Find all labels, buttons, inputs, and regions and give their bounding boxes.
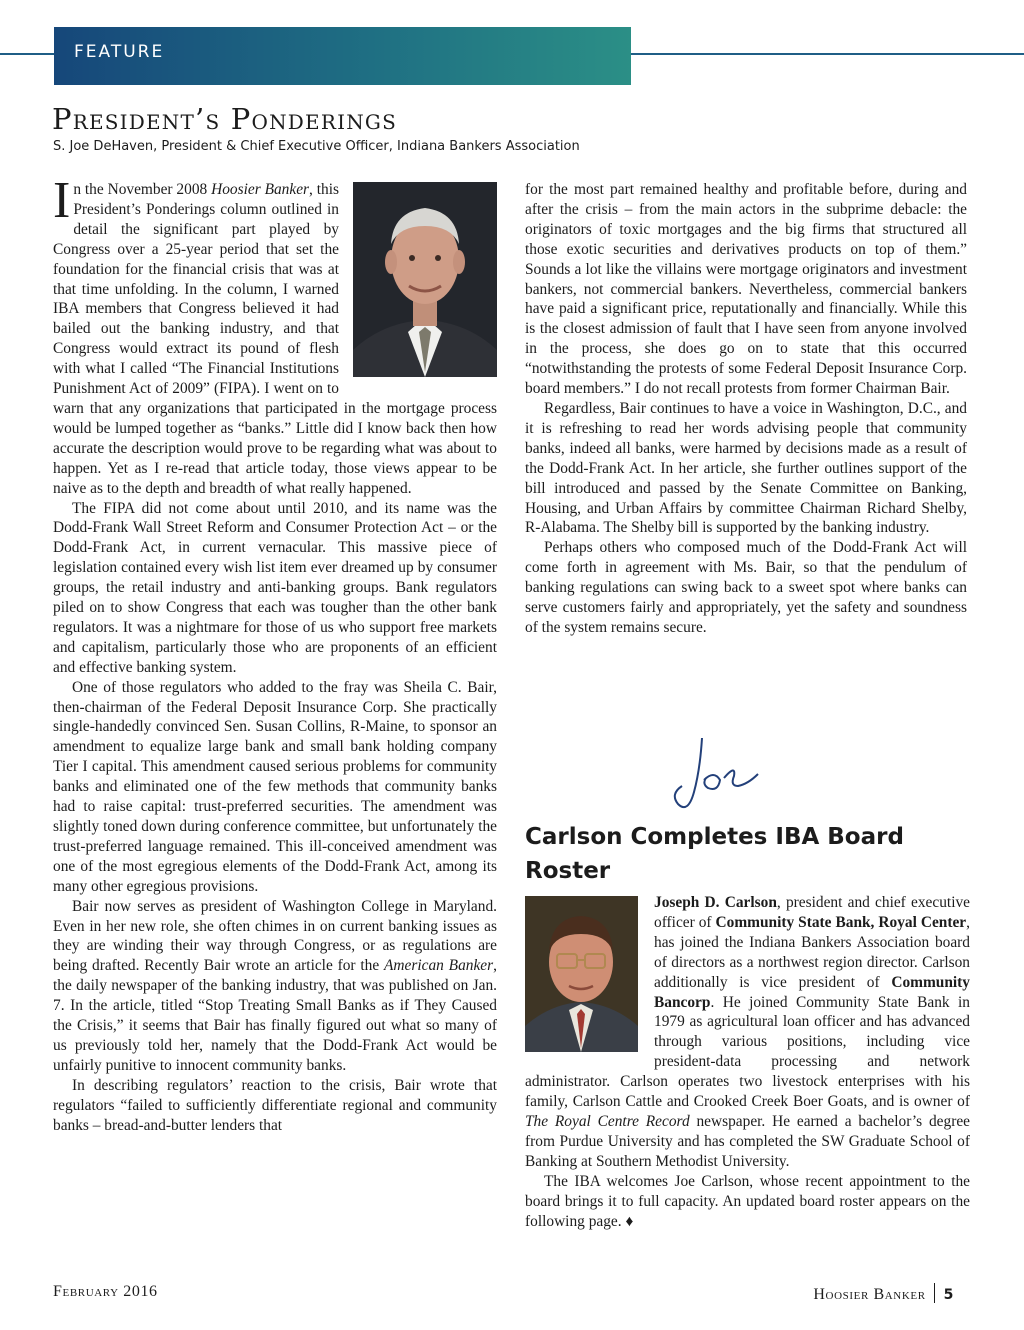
paragraph-3: One of those regulators who added to the fray was Sheila C. Bair, then-chairman of the Federal Deposit Insurance Corp. She practically single-handedly convinced Sen. Susan Collins, R-Maine, to sponsor an amendment to equalize large bank and small bank holding company Tier I capital. This amendment caused serious problems for community banks and eliminated one of the few methods that community banks had to raise capital: trust-preferred securities. The amendment was slightly toned down during conference committee, but unfortunately the trust-preferred language remained. This ill-conceived amendment was one of the most egregious elements of the Dodd-Frank Act, among its many other egregious provisions. — [53, 678, 497, 895]
byline: S. Joe DeHaven, President & Chief Executive Officer, Indiana Bankers Association — [53, 139, 580, 154]
bancorp-name: Community Bancorp — [654, 973, 970, 1011]
signature — [664, 730, 764, 820]
section-label: FEATURE — [74, 42, 165, 62]
president-portrait — [353, 182, 497, 377]
header-rule-right — [631, 53, 1024, 55]
publication-name: American Banker — [384, 957, 494, 975]
paragraph-5: In describing regulators’ reaction to the crisis, Bair wrote that regulators “failed to sufficiently differentiate regional and community banks – bread-and-butter lenders that — [53, 1076, 497, 1134]
sidebar-article — [525, 893, 970, 1231]
newspaper-name: The Royal Centre Record — [525, 1112, 690, 1130]
footer-publication — [813, 1283, 954, 1304]
paragraph-6: for the most part remained healthy and profitable before, during and after the crisis – from the main actors in the subprime debacle: the originators of toxic mortgages and the big firms that structured all those exotic securities and derivatives products on top of them.” Sounds a lot like the villains were mortgage originators and investment bankers, not commercial bankers. Nevertheless, commercial bankers have paid a significant price, reputationally and financially. While this is the closest admission of fault that I have seen from anyone involved in the process, she does go on to state that this occurred “notwithstanding the protests of some Federal Deposit Insurance Corp. board members.” I do not recall protests from former Chairman Bair. — [525, 181, 967, 398]
paragraph-2: The FIPA did not come about until 2010, and its name was the Dodd-Frank Wall Street Reform and Consumer Protection Act – or the Dodd-Frank Act, in current vernacular. This massive piece of legislation contained every wish list item ever dreamed up by consumer groups, the retail industry and anti-banking groups. Bank regulators piled on to show Congress that each was tougher than the other bank regulators. It was a nightmare for those of us who support free markets and capitalism, particularly those who are proponents of an efficient and effective banking system. — [53, 499, 497, 676]
paragraph-1-text-cont: , this President’s Ponderings column outlined in detail the significant part played by Congress over a 25-year period that set the foundation for the financial crisis that was at that time unfolding. In the column, I warned IBA members that Congress believed it had bailed out the banking industry, and that Congress would extract its pound of flesh with what I called “The Financial Institutions Punishment Act of 2009” (FIPA). I went on to warn that any organizations that participated in the mortgage process would be lumped together as “banks.” Little did I know back then how accurate the description would prove to be regarding what was about to happen. Yet as I re-read that article today, those views appear to be naive as to the depth and breadth of what really happened. — [53, 181, 497, 497]
paragraph-7: Regardless, Bair continues to have a voice in Washington, D.C., and it is refreshing to read her words advising people that community banks, indeed all banks, were harmed by decisions made as a result of the Dodd-Frank Act. In her article, she further outlines support of the bill introduced and passed by the Senate Committee on Banking, Housing, and Urban Affairs by committee Chairman Richard Shelby, R-Alabama. The Shelby bill is supported by the banking industry. — [525, 399, 967, 537]
bank-name: Community State Bank, Royal Center — [715, 913, 967, 931]
drop-cap: I — [53, 172, 71, 229]
magazine-name: Hoosier Banker — [813, 1286, 926, 1303]
paragraph-4-text: Bair now serves as president of Washington College in Maryland. Even in her new role, she often chimes in on current banking issues as they are winding their way through Congress, or as regulations are being drafted. Recently Bair wrote an article for the — [53, 897, 497, 975]
publication-name: Hoosier Banker — [211, 181, 310, 198]
sidebar-text: . He joined Community State Bank in 1979 as agricultural loan officer and has advanced through various positions, including vice president-data processing and network administrator. Carlson operates two livestock enterprises with his family, Carlson Cattle and Crooked Creek Boer Goats, and is owner of — [525, 993, 970, 1111]
article-title: President’s Ponderings — [52, 102, 397, 136]
sidebar-text: , has joined the Indiana Bankers Association board of directors as a northwest region director. Carlson additionally is vice president of — [654, 913, 970, 991]
sidebar-title: Carlson Completes IBA Board Roster — [525, 824, 904, 884]
sidebar-text: , president and chief executive officer of — [654, 894, 970, 931]
paragraph-4-text-cont: , the daily newspaper of the banking industry, that was published on Jan. 7. In the article, titled “Stop Treating Small Banks as if They Caused the Crisis,” it seems that Bair has finally figured out what so many of us previously told her, namely that the Dodd-Frank Act would be unfairly punitive to innocent community banks. — [53, 957, 497, 1074]
footer-issue-date: February 2016 — [53, 1283, 158, 1300]
page-number: 5 — [943, 1287, 954, 1303]
header-rule-left — [0, 53, 54, 55]
paragraph-8: Perhaps others who composed much of the Dodd-Frank Act will come forth in agreement with Ms. Bair, so that the pendulum of banking regulations can swing back to a sweet spot where banks can serve customers fairly and appropriately, yet the safety and soundness of the system remains secure. — [525, 539, 967, 636]
article-column-left — [53, 172, 497, 1136]
article-column-right — [525, 180, 967, 638]
sidebar-text: newspaper. He earned a bachelor’s degree from Purdue University and has completed the SW Graduate School of Banking at Southern Methodist University. — [525, 1112, 970, 1170]
carlson-portrait — [525, 896, 638, 1052]
paragraph-1-text: n the November 2008 — [73, 181, 212, 198]
footer-divider — [934, 1283, 935, 1303]
sidebar-paragraph-2: The IBA welcomes Joe Carlson, whose recent appointment to the board brings it to full capacity. An updated board roster appears on the following page. ♦ — [525, 1172, 970, 1230]
board-member-name: Joseph D. Carlson — [654, 894, 777, 911]
